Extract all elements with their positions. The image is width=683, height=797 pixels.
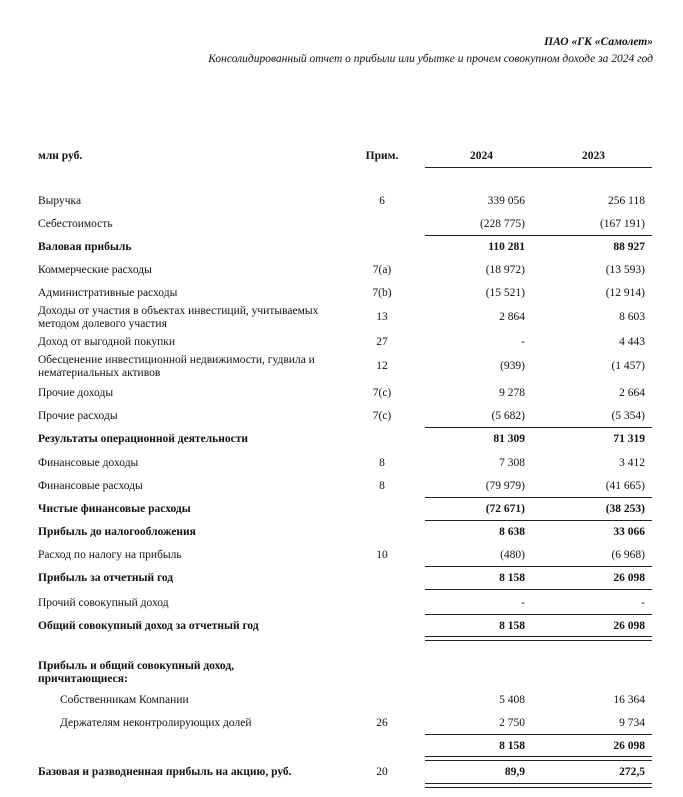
subtotal-rule xyxy=(425,566,652,567)
report-title: Консолидированный отчет о прибыли или убытке и прочем совокупном доходе за 2024 год xyxy=(208,53,653,65)
year-2023-header: 2023 xyxy=(582,150,605,162)
subtotal-rule xyxy=(425,427,652,428)
header-rule xyxy=(425,167,652,168)
subtotal-rule xyxy=(425,734,652,735)
unit-label: млн руб. xyxy=(38,150,83,162)
total-double-rule xyxy=(425,783,652,788)
total-double-rule xyxy=(425,756,652,761)
note-column-header: Прим. xyxy=(365,150,399,162)
company-name: ПАО «ГК «Самолет» xyxy=(544,36,653,48)
subtotal-rule xyxy=(425,235,652,236)
subtotal-rule xyxy=(425,497,652,498)
subtotal-rule xyxy=(425,589,652,590)
total-double-rule xyxy=(425,636,652,641)
subtotal-rule xyxy=(425,614,652,615)
subtotal-rule xyxy=(425,520,652,521)
year-2024-header: 2024 xyxy=(470,150,493,162)
